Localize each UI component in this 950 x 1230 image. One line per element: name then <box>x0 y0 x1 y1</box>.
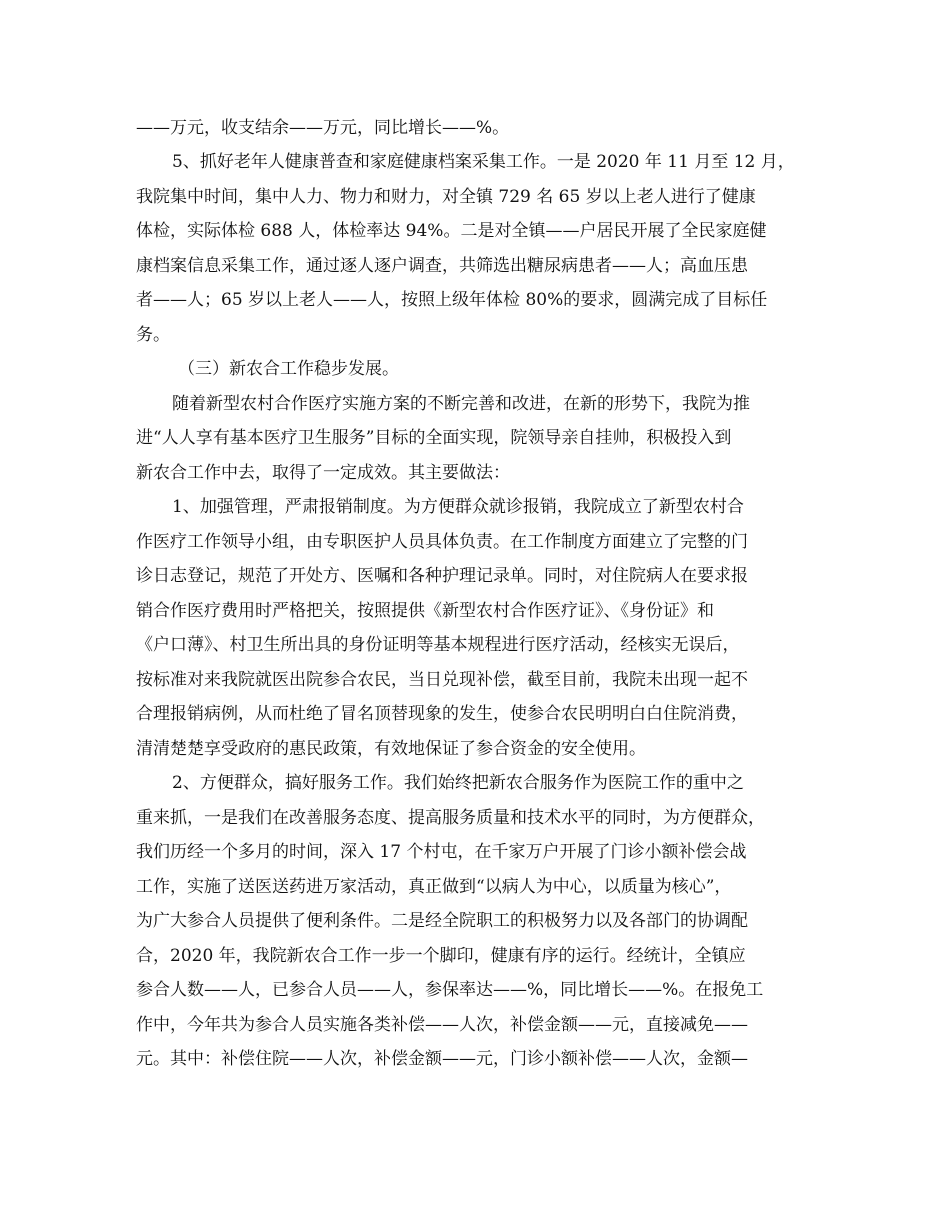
text-line: 我们历经一个多月的时间，深入 17 个村屯，在千家万户开展了门诊小额补偿会战 <box>136 842 747 862</box>
text-line: 作中，今年共为参合人员实施各类补偿——人次，补偿金额——元，直接减免—— <box>136 1015 748 1035</box>
text-line: 进“人人享有基本医疗卫生服务”目标的全面实现，院领导亲自挂帅，积极投入到 <box>136 428 732 448</box>
text-line: 工作，实施了送医送药进万家活动，真正做到“以病人为中心，以质量为核心”， <box>136 877 732 897</box>
text-line: 5、抓好老年人健康普查和家庭健康档案采集工作。一是 2020 年 11 月至 12 月， <box>172 152 795 172</box>
text-line: 合，2020 年，我院新农合工作一步一个脚印，健康有序的运行。经统计，全镇应 <box>136 946 746 966</box>
text-line: 2、方便群众，搞好服务工作。我们始终把新农合服务作为医院工作的重中之 <box>172 773 744 793</box>
text-line: 《户口薄》、村卫生所出具的身份证明等基本规程进行医疗活动，经核实无误后， <box>136 635 740 655</box>
text-line: 诊日志登记，规范了开处方、医嘱和各种护理记录单。同时，对住院病人在要求报 <box>136 566 748 586</box>
text-line: 康档案信息采集工作，通过逐人逐户调查，共筛选出糖尿病患者——人；高血压患 <box>136 256 748 276</box>
text-line: 元。其中：补偿住院——人次，补偿金额——元，门诊小额补偿——人次，金额— <box>136 1049 748 1069</box>
text-line: ——万元，收支结余——万元，同比增长——%。 <box>136 118 510 138</box>
text-line: 体检，实际体检 688 人，体检率达 94%。二是对全镇——户居民开展了全民家庭健 <box>136 221 767 241</box>
text-line: 作医疗工作领导小组，由专职医护人员具体负责。在工作制度方面建立了完整的门 <box>136 532 748 552</box>
text-line: 按标准对来我院就医出院参合农民，当日兑现补偿，截至目前，我院未出现一起不 <box>136 670 748 690</box>
text-line: 销合作医疗费用时严格把关，按照提供《新型农村合作医疗证》、《身份证》和 <box>136 601 714 621</box>
text-line: 我院集中时间，集中人力、物力和财力，对全镇 729 名 65 岁以上老人进行了健康 <box>136 187 756 207</box>
text-line: 新农合工作中去，取得了一定成效。其主要做法： <box>136 463 510 483</box>
text-line: 随着新型农村合作医疗实施方案的不断完善和改进，在新的形势下，我院为推 <box>172 394 750 414</box>
text-line: 1、加强管理，严肃报销制度。为方便群众就诊报销，我院成立了新型农村合 <box>172 497 744 517</box>
text-line: 者——人；65 岁以上老人——人，按照上级年体检 80%的要求，圆满完成了目标任 <box>136 290 768 310</box>
text-line: 参合人数——人，已参合人员——人，参保率达——%，同比增长——%。在报免工 <box>136 980 764 1000</box>
text-line: 合理报销病例，从而杜绝了冒名顶替现象的发生，使参合农民明明白白住院消费， <box>136 704 748 724</box>
section-heading: （三）新农合工作稳步发展。 <box>178 359 399 379</box>
text-line: 务。 <box>136 325 170 345</box>
text-line: 重来抓，一是我们在改善服务态度、提高服务质量和技术水平的同时，为方便群众， <box>136 808 765 828</box>
text-line: 为广大参合人员提供了便利条件。二是经全院职工的积极努力以及各部门的协调配 <box>136 911 748 931</box>
text-line: 清清楚楚享受政府的惠民政策，有效地保证了参合资金的安全使用。 <box>136 739 646 759</box>
